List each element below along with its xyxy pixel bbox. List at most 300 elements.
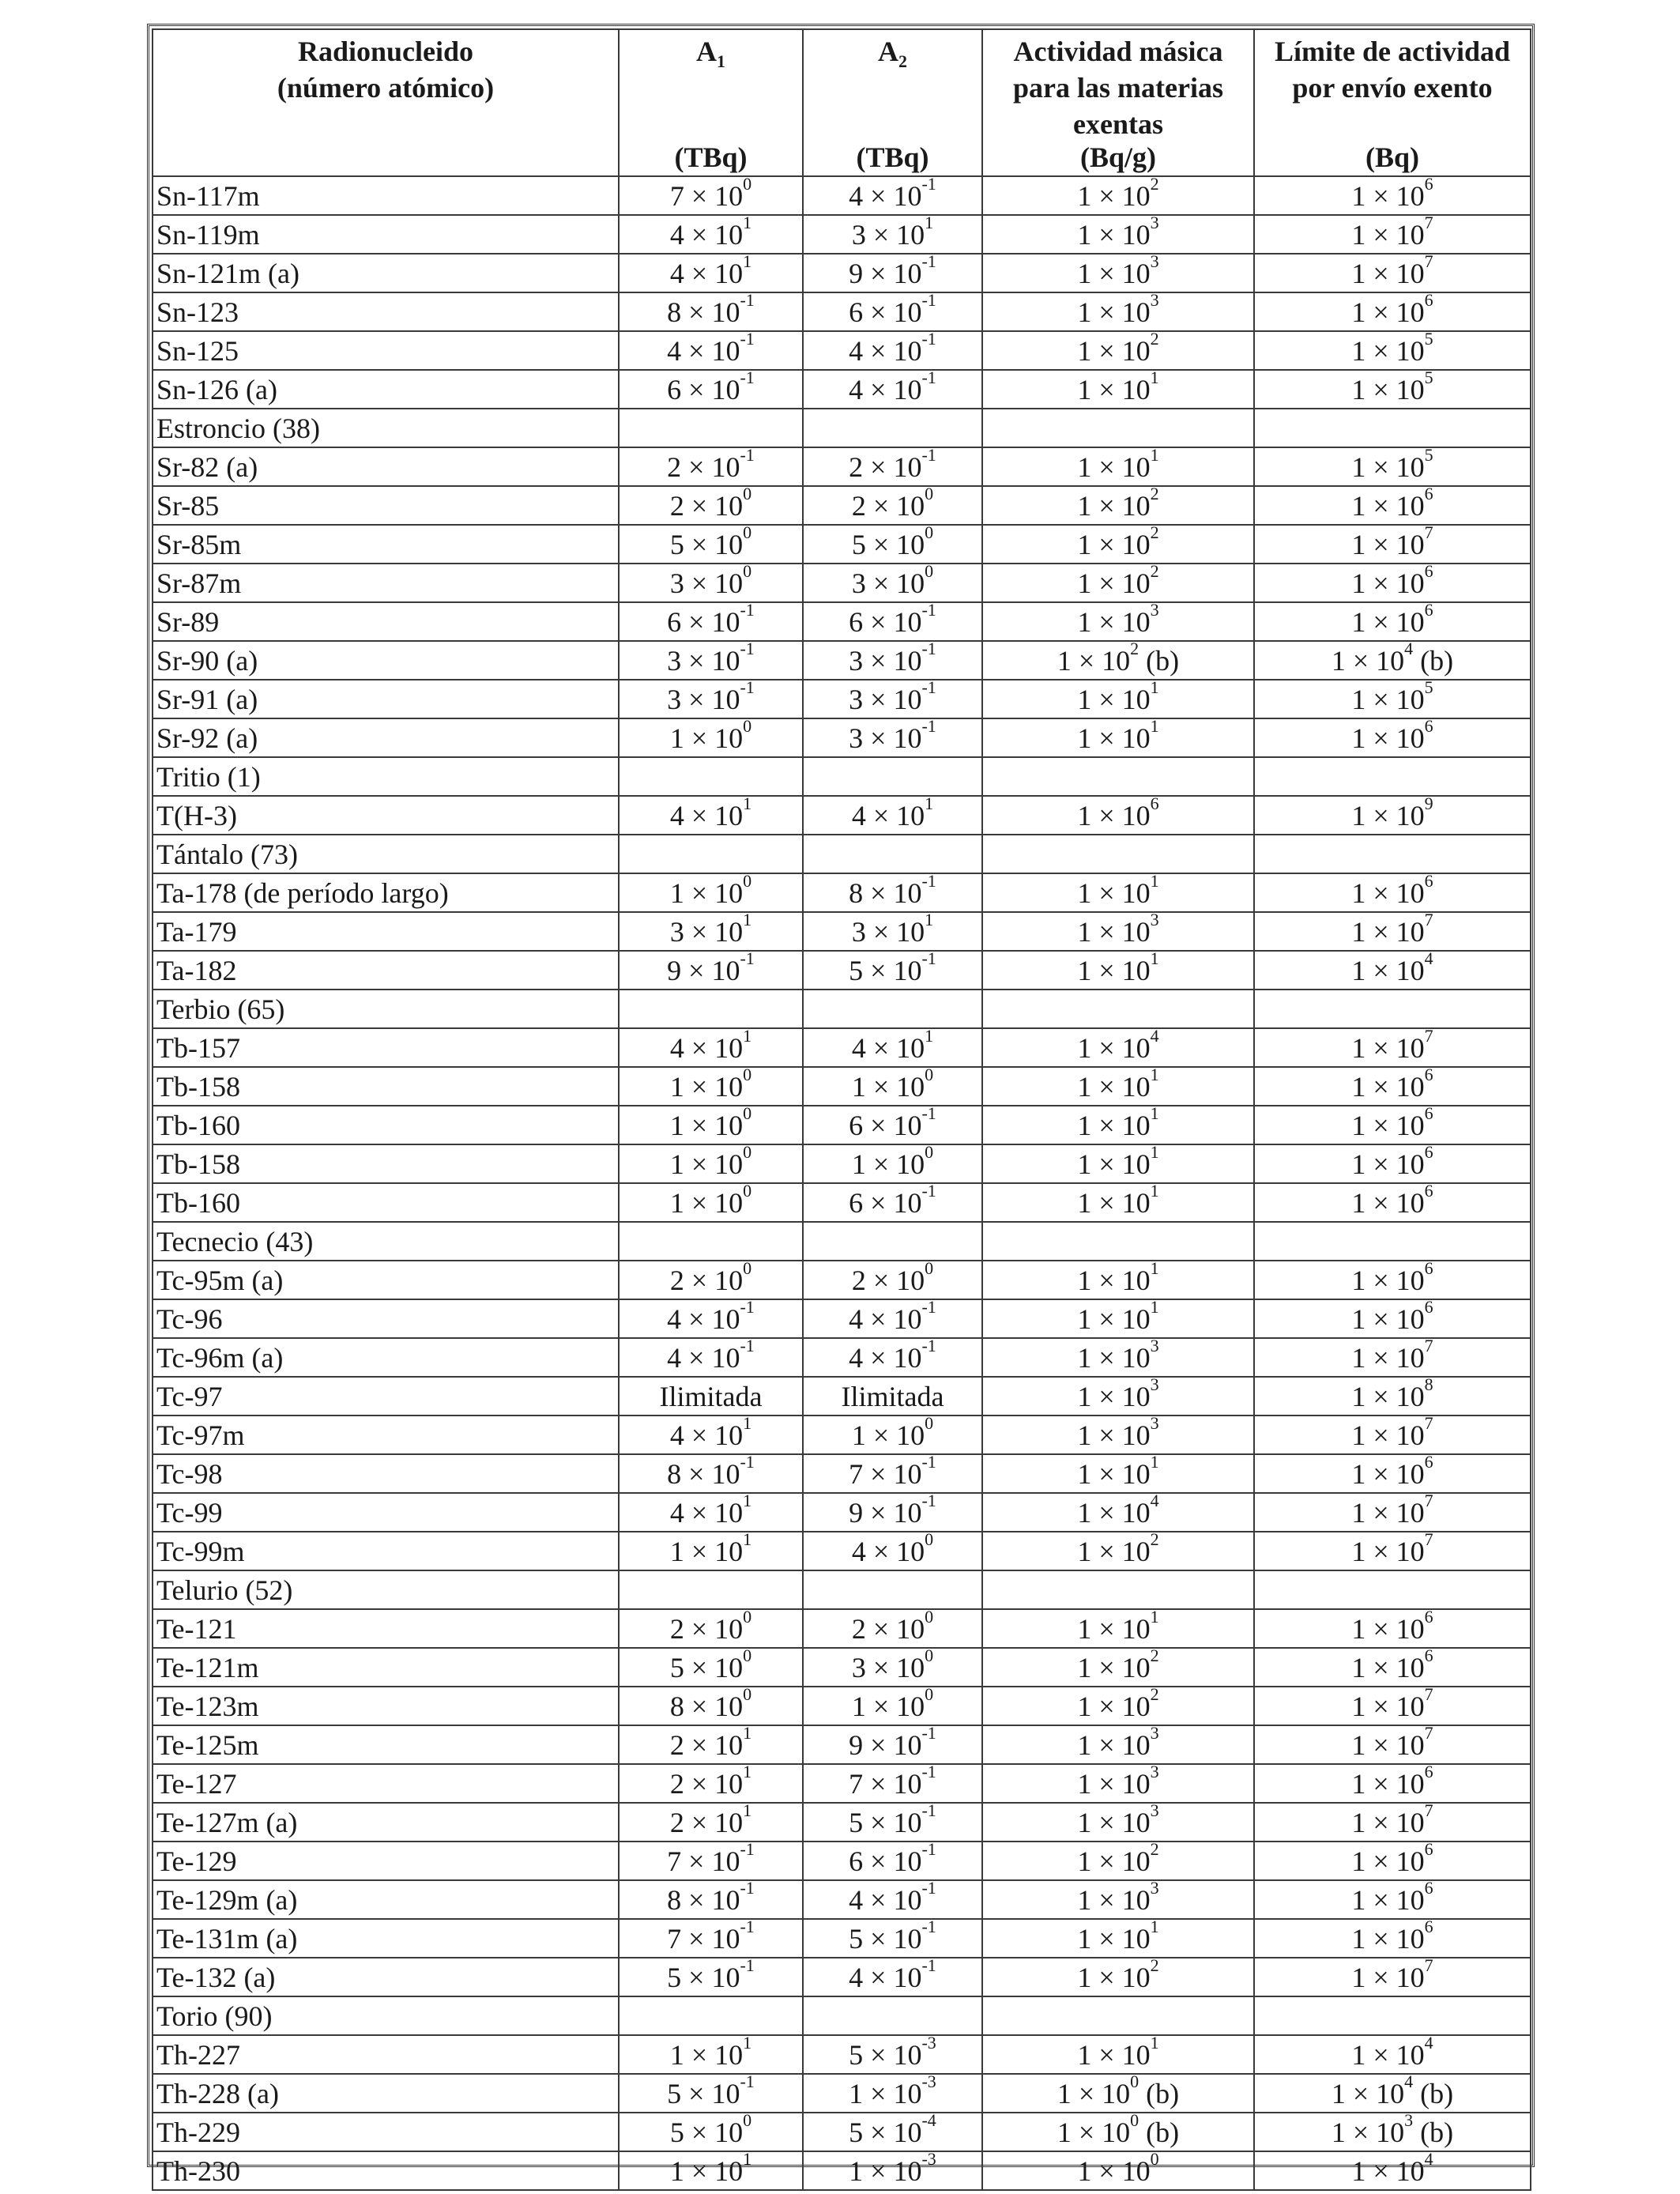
a1-cell bbox=[619, 757, 803, 796]
nuclide-cell: Te-121 bbox=[153, 1609, 619, 1648]
mass-activity-cell: $1 \times 10^0$ bbox=[982, 2151, 1254, 2190]
nuclide-cell: Tc-96 bbox=[153, 1299, 619, 1338]
a1-cell: $6 \times 10^{-1}$ bbox=[619, 370, 803, 409]
a1-cell: $4 \times 10^{-1}$ bbox=[619, 1338, 803, 1377]
header-a1-unit: (TBq) bbox=[674, 141, 748, 173]
a1-cell: $6 \times 10^{-1}$ bbox=[619, 602, 803, 641]
header-activity-limit-unit: (Bq) bbox=[1365, 141, 1419, 173]
nuclide-cell: Te-127 bbox=[153, 1764, 619, 1803]
activity-limit-cell bbox=[1254, 409, 1531, 447]
activity-limit-cell: $1 \times 10^6$ bbox=[1254, 1183, 1531, 1222]
header-a2-label: $A_2$ bbox=[878, 36, 907, 72]
activity-limit-cell: $1 \times 10^6$ bbox=[1254, 1880, 1531, 1919]
mass-activity-cell bbox=[982, 409, 1254, 447]
a2-cell: $4 \times 10^{-1}$ bbox=[803, 370, 982, 409]
a2-cell: $6 \times 10^{-1}$ bbox=[803, 292, 982, 331]
a1-cell: $2 \times 10^1$ bbox=[619, 1803, 803, 1842]
mass-activity-cell: $1 \times 10^2$ bbox=[982, 564, 1254, 602]
activity-limit-cell: $1 \times 10^4$ (b) bbox=[1254, 2074, 1531, 2113]
activity-limit-cell: $1 \times 10^6$ bbox=[1254, 602, 1531, 641]
activity-limit-cell: $1 \times 10^7$ bbox=[1254, 525, 1531, 564]
mass-activity-cell: $1 \times 10^6$ bbox=[982, 796, 1254, 835]
activity-limit-cell: $1 \times 10^5$ bbox=[1254, 370, 1531, 409]
a2-cell bbox=[803, 409, 982, 447]
activity-limit-cell: $1 \times 10^7$ bbox=[1254, 1338, 1531, 1377]
activity-limit-cell: $1 \times 10^6$ bbox=[1254, 486, 1531, 525]
nuclide-cell: Te-127m (a) bbox=[153, 1803, 619, 1842]
mass-activity-cell: $1 \times 10^1$ bbox=[982, 951, 1254, 990]
a2-cell: $4 \times 10^{-1}$ bbox=[803, 176, 982, 215]
a1-cell: $1 \times 10^0$ bbox=[619, 1144, 803, 1183]
a2-cell: $8 \times 10^{-1}$ bbox=[803, 873, 982, 912]
table-row bbox=[153, 2113, 1531, 2151]
mass-activity-cell: $1 \times 10^4$ bbox=[982, 1028, 1254, 1067]
a2-cell: $4 \times 10^0$ bbox=[803, 1532, 982, 1570]
table-row bbox=[153, 1764, 1531, 1803]
nuclide-cell: Sr-90 (a) bbox=[153, 641, 619, 680]
a2-cell: $5 \times 10^{-1}$ bbox=[803, 951, 982, 990]
table-row bbox=[153, 1261, 1531, 1299]
nuclide-cell: Tritio (1) bbox=[153, 757, 619, 796]
nuclide-cell: Tecnecio (43) bbox=[153, 1222, 619, 1261]
a2-cell: $1 \times 10^0$ bbox=[803, 1416, 982, 1454]
table-row bbox=[153, 1222, 1531, 1261]
table-row bbox=[153, 409, 1531, 447]
table-row bbox=[153, 1067, 1531, 1106]
nuclide-cell: Sr-82 (a) bbox=[153, 447, 619, 486]
a2-cell: $9 \times 10^{-1}$ bbox=[803, 1493, 982, 1532]
a1-cell bbox=[619, 409, 803, 447]
nuclide-cell: Sn-121m (a) bbox=[153, 254, 619, 292]
table-row bbox=[153, 2151, 1531, 2190]
activity-limit-cell bbox=[1254, 835, 1531, 873]
a2-cell: $5 \times 10^{-1}$ bbox=[803, 1919, 982, 1958]
a2-cell bbox=[803, 835, 982, 873]
mass-activity-cell: $1 \times 10^3$ bbox=[982, 1803, 1254, 1842]
a1-cell: $4 \times 10^1$ bbox=[619, 1028, 803, 1067]
table-row bbox=[153, 1880, 1531, 1919]
a2-cell: $1 \times 10^{-3}$ bbox=[803, 2151, 982, 2190]
mass-activity-cell: $1 \times 10^3$ bbox=[982, 1880, 1254, 1919]
mass-activity-cell: $1 \times 10^1$ bbox=[982, 1454, 1254, 1493]
activity-limit-cell: $1 \times 10^4$ bbox=[1254, 2035, 1531, 2074]
a2-cell: $9 \times 10^{-1}$ bbox=[803, 1725, 982, 1764]
mass-activity-cell: $1 \times 10^1$ bbox=[982, 873, 1254, 912]
nuclide-cell: Sn-119m bbox=[153, 215, 619, 254]
activity-limit-cell: $1 \times 10^6$ bbox=[1254, 1842, 1531, 1880]
table-row bbox=[153, 370, 1531, 409]
a2-cell: $1 \times 10^0$ bbox=[803, 1144, 982, 1183]
table-row bbox=[153, 680, 1531, 718]
a2-cell: $6 \times 10^{-1}$ bbox=[803, 602, 982, 641]
a1-cell: $3 \times 10^0$ bbox=[619, 564, 803, 602]
a2-cell: $3 \times 10^0$ bbox=[803, 564, 982, 602]
nuclide-cell: Sr-85m bbox=[153, 525, 619, 564]
mass-activity-cell: $1 \times 10^3$ bbox=[982, 292, 1254, 331]
a2-cell: $4 \times 10^1$ bbox=[803, 1028, 982, 1067]
mass-activity-cell bbox=[982, 835, 1254, 873]
activity-limit-cell: $1 \times 10^7$ bbox=[1254, 1687, 1531, 1725]
table-row bbox=[153, 1958, 1531, 1996]
a1-cell: $8 \times 10^0$ bbox=[619, 1687, 803, 1725]
a2-cell: $1 \times 10^0$ bbox=[803, 1067, 982, 1106]
header-mass-activity-unit: (Bq/g) bbox=[1079, 141, 1156, 173]
a1-cell: $7 \times 10^{-1}$ bbox=[619, 1842, 803, 1880]
activity-limit-cell: $1 \times 10^6$ bbox=[1254, 1067, 1531, 1106]
a2-cell: $7 \times 10^{-1}$ bbox=[803, 1454, 982, 1493]
a2-cell: $6 \times 10^{-1}$ bbox=[803, 1106, 982, 1144]
nuclide-cell: Th-227 bbox=[153, 2035, 619, 2074]
activity-limit-cell: $1 \times 10^6$ bbox=[1254, 1299, 1531, 1338]
activity-limit-cell: $1 \times 10^6$ bbox=[1254, 564, 1531, 602]
a1-cell: $5 \times 10^0$ bbox=[619, 525, 803, 564]
a1-cell: $2 \times 10^0$ bbox=[619, 1609, 803, 1648]
a2-cell: $3 \times 10^{-1}$ bbox=[803, 680, 982, 718]
mass-activity-cell: $1 \times 10^1$ bbox=[982, 1609, 1254, 1648]
nuclide-cell: Estroncio (38) bbox=[153, 409, 619, 447]
table-row bbox=[153, 757, 1531, 796]
nuclide-cell: Tb-157 bbox=[153, 1028, 619, 1067]
table-row bbox=[153, 564, 1531, 602]
table-body bbox=[153, 176, 1531, 2190]
nuclide-cell: Tb-160 bbox=[153, 1183, 619, 1222]
mass-activity-cell: $1 \times 10^3$ bbox=[982, 254, 1254, 292]
table-row bbox=[153, 215, 1531, 254]
mass-activity-cell bbox=[982, 757, 1254, 796]
activity-limit-cell: $1 \times 10^5$ bbox=[1254, 680, 1531, 718]
nuclide-cell: Tb-158 bbox=[153, 1144, 619, 1183]
a2-cell: $4 \times 10^{-1}$ bbox=[803, 331, 982, 370]
activity-limit-cell: $1 \times 10^6$ bbox=[1254, 1261, 1531, 1299]
a2-cell: $3 \times 10^{-1}$ bbox=[803, 641, 982, 680]
nuclide-cell: Tc-97 bbox=[153, 1377, 619, 1416]
header-radionuclide bbox=[153, 29, 619, 176]
activity-limit-cell: $1 \times 10^6$ bbox=[1254, 1106, 1531, 1144]
mass-activity-cell: $1 \times 10^3$ bbox=[982, 1416, 1254, 1454]
mass-activity-cell: $1 \times 10^1$ bbox=[982, 447, 1254, 486]
a2-cell bbox=[803, 1996, 982, 2035]
nuclide-cell: Tc-95m (a) bbox=[153, 1261, 619, 1299]
table-row bbox=[153, 1532, 1531, 1570]
activity-limit-cell: $1 \times 10^6$ bbox=[1254, 292, 1531, 331]
table-row bbox=[153, 1144, 1531, 1183]
table-row bbox=[153, 1725, 1531, 1764]
nuclide-cell: Te-132 (a) bbox=[153, 1958, 619, 1996]
nuclide-cell: Sn-117m bbox=[153, 176, 619, 215]
table-row bbox=[153, 254, 1531, 292]
header-row bbox=[153, 29, 1531, 176]
activity-limit-cell: $1 \times 10^7$ bbox=[1254, 1532, 1531, 1570]
activity-limit-cell: $1 \times 10^7$ bbox=[1254, 1725, 1531, 1764]
activity-limit-cell: $1 \times 10^5$ bbox=[1254, 331, 1531, 370]
mass-activity-cell: $1 \times 10^1$ bbox=[982, 1144, 1254, 1183]
a1-cell: $8 \times 10^{-1}$ bbox=[619, 1454, 803, 1493]
activity-limit-cell: $1 \times 10^3$ (b) bbox=[1254, 2113, 1531, 2151]
a1-cell: $5 \times 10^{-1}$ bbox=[619, 2074, 803, 2113]
a1-cell: $4 \times 10^1$ bbox=[619, 254, 803, 292]
nuclide-cell: Th-229 bbox=[153, 2113, 619, 2151]
mass-activity-cell: $1 \times 10^2$ bbox=[982, 1687, 1254, 1725]
a1-cell: $2 \times 10^0$ bbox=[619, 486, 803, 525]
table-row bbox=[153, 2035, 1531, 2074]
table-row bbox=[153, 1570, 1531, 1609]
mass-activity-cell: $1 \times 10^2$ bbox=[982, 486, 1254, 525]
header-a1 bbox=[619, 29, 803, 176]
a2-cell: $2 \times 10^{-1}$ bbox=[803, 447, 982, 486]
table-row bbox=[153, 486, 1531, 525]
mass-activity-cell bbox=[982, 1570, 1254, 1609]
a2-cell: $7 \times 10^{-1}$ bbox=[803, 1764, 982, 1803]
a1-cell bbox=[619, 990, 803, 1028]
a2-cell: $5 \times 10^{-1}$ bbox=[803, 1803, 982, 1842]
header-mass-activity bbox=[982, 29, 1254, 176]
mass-activity-cell bbox=[982, 990, 1254, 1028]
mass-activity-cell: $1 \times 10^1$ bbox=[982, 1183, 1254, 1222]
a1-cell: $1 \times 10^1$ bbox=[619, 2035, 803, 2074]
mass-activity-cell: $1 \times 10^1$ bbox=[982, 1067, 1254, 1106]
header-a2-unit: (TBq) bbox=[856, 141, 929, 173]
a2-cell bbox=[803, 1570, 982, 1609]
a1-cell: $4 \times 10^{-1}$ bbox=[619, 331, 803, 370]
nuclide-cell: Sr-92 (a) bbox=[153, 718, 619, 757]
table-row bbox=[153, 1377, 1531, 1416]
a2-cell: $6 \times 10^{-1}$ bbox=[803, 1183, 982, 1222]
a1-cell bbox=[619, 1222, 803, 1261]
table-row bbox=[153, 331, 1531, 370]
activity-limit-cell: $1 \times 10^4$ bbox=[1254, 951, 1531, 990]
a2-cell: $4 \times 10^{-1}$ bbox=[803, 1299, 982, 1338]
nuclide-cell: Torio (90) bbox=[153, 1996, 619, 2035]
activity-limit-cell bbox=[1254, 990, 1531, 1028]
a1-cell: $1 \times 10^0$ bbox=[619, 1106, 803, 1144]
mass-activity-cell: $1 \times 10^2$ bbox=[982, 525, 1254, 564]
table-row bbox=[153, 1842, 1531, 1880]
mass-activity-cell: $1 \times 10^1$ bbox=[982, 1299, 1254, 1338]
a1-cell: $9 \times 10^{-1}$ bbox=[619, 951, 803, 990]
mass-activity-cell: $1 \times 10^1$ bbox=[982, 1261, 1254, 1299]
nuclide-cell: Tb-160 bbox=[153, 1106, 619, 1144]
table-row bbox=[153, 1183, 1531, 1222]
activity-limit-cell bbox=[1254, 1222, 1531, 1261]
table-row bbox=[153, 1803, 1531, 1842]
mass-activity-cell: $1 \times 10^1$ bbox=[982, 1919, 1254, 1958]
header-activity-limit-label: Límite de actividad por envío exento bbox=[1275, 36, 1510, 104]
table-row bbox=[153, 796, 1531, 835]
activity-limit-cell: $1 \times 10^6$ bbox=[1254, 873, 1531, 912]
mass-activity-cell: $1 \times 10^0$ (b) bbox=[982, 2113, 1254, 2151]
a2-cell: $2 \times 10^0$ bbox=[803, 486, 982, 525]
a2-cell bbox=[803, 757, 982, 796]
activity-limit-cell: $1 \times 10^7$ bbox=[1254, 215, 1531, 254]
activity-limit-cell: $1 \times 10^7$ bbox=[1254, 1803, 1531, 1842]
nuclide-cell: Th-228 (a) bbox=[153, 2074, 619, 2113]
activity-limit-cell: $1 \times 10^6$ bbox=[1254, 1609, 1531, 1648]
nuclide-cell: Tántalo (73) bbox=[153, 835, 619, 873]
mass-activity-cell: $1 \times 10^3$ bbox=[982, 602, 1254, 641]
table-row bbox=[153, 1454, 1531, 1493]
table-row bbox=[153, 990, 1531, 1028]
mass-activity-cell: $1 \times 10^2$ bbox=[982, 1842, 1254, 1880]
a1-cell: $8 \times 10^{-1}$ bbox=[619, 292, 803, 331]
table-row bbox=[153, 641, 1531, 680]
mass-activity-cell: $1 \times 10^2$ (b) bbox=[982, 641, 1254, 680]
a1-cell: $1 \times 10^1$ bbox=[619, 2151, 803, 2190]
a2-cell: $5 \times 10^{-4}$ bbox=[803, 2113, 982, 2151]
header-a1-label: $A_1$ bbox=[696, 36, 725, 72]
activity-limit-cell: $1 \times 10^6$ bbox=[1254, 176, 1531, 215]
a2-cell: $4 \times 10^{-1}$ bbox=[803, 1958, 982, 1996]
activity-limit-cell: $1 \times 10^7$ bbox=[1254, 1493, 1531, 1532]
a1-cell: $1 \times 10^0$ bbox=[619, 873, 803, 912]
nuclide-cell: Terbio (65) bbox=[153, 990, 619, 1028]
a1-cell: $4 \times 10^1$ bbox=[619, 1493, 803, 1532]
table-row bbox=[153, 602, 1531, 641]
table-row bbox=[153, 1996, 1531, 2035]
mass-activity-cell: $1 \times 10^2$ bbox=[982, 1958, 1254, 1996]
table-row bbox=[153, 1028, 1531, 1067]
table-row bbox=[153, 912, 1531, 951]
mass-activity-cell: $1 \times 10^3$ bbox=[982, 1377, 1254, 1416]
a2-cell: $5 \times 10^0$ bbox=[803, 525, 982, 564]
table-row bbox=[153, 951, 1531, 990]
nuclide-cell: Te-125m bbox=[153, 1725, 619, 1764]
activity-limit-cell: $1 \times 10^7$ bbox=[1254, 912, 1531, 951]
activity-limit-cell bbox=[1254, 1570, 1531, 1609]
a1-cell bbox=[619, 1570, 803, 1609]
a1-cell bbox=[619, 835, 803, 873]
mass-activity-cell: $1 \times 10^1$ bbox=[982, 680, 1254, 718]
table-row bbox=[153, 447, 1531, 486]
table-row bbox=[153, 1299, 1531, 1338]
mass-activity-cell bbox=[982, 1996, 1254, 2035]
a1-cell: $2 \times 10^{-1}$ bbox=[619, 447, 803, 486]
a2-cell: $2 \times 10^0$ bbox=[803, 1609, 982, 1648]
activity-limit-cell: $1 \times 10^7$ bbox=[1254, 1416, 1531, 1454]
a1-cell: $4 \times 10^{-1}$ bbox=[619, 1299, 803, 1338]
table-row bbox=[153, 1106, 1531, 1144]
a1-cell: Ilimitada bbox=[619, 1377, 803, 1416]
a2-cell: $5 \times 10^{-3}$ bbox=[803, 2035, 982, 2074]
a2-cell: $4 \times 10^1$ bbox=[803, 796, 982, 835]
nuclide-cell: Sn-126 (a) bbox=[153, 370, 619, 409]
nuclide-cell: Te-129 bbox=[153, 1842, 619, 1880]
activity-limit-cell: $1 \times 10^4$ bbox=[1254, 2151, 1531, 2190]
a1-cell: $3 \times 10^{-1}$ bbox=[619, 680, 803, 718]
a1-cell: $1 \times 10^0$ bbox=[619, 1183, 803, 1222]
mass-activity-cell: $1 \times 10^3$ bbox=[982, 912, 1254, 951]
table-row bbox=[153, 1687, 1531, 1725]
mass-activity-cell: $1 \times 10^1$ bbox=[982, 370, 1254, 409]
mass-activity-cell: $1 \times 10^0$ (b) bbox=[982, 2074, 1254, 2113]
nuclide-cell: Tc-99 bbox=[153, 1493, 619, 1532]
nuclide-cell: Tc-99m bbox=[153, 1532, 619, 1570]
header-a2 bbox=[803, 29, 982, 176]
activity-limit-cell: $1 \times 10^7$ bbox=[1254, 254, 1531, 292]
mass-activity-cell: $1 \times 10^3$ bbox=[982, 1725, 1254, 1764]
activity-limit-cell: $1 \times 10^6$ bbox=[1254, 1454, 1531, 1493]
mass-activity-cell: $1 \times 10^1$ bbox=[982, 2035, 1254, 2074]
nuclide-cell: Sr-89 bbox=[153, 602, 619, 641]
a1-cell: $5 \times 10^{-1}$ bbox=[619, 1958, 803, 1996]
a1-cell: $4 \times 10^1$ bbox=[619, 796, 803, 835]
table-row bbox=[153, 292, 1531, 331]
activity-limit-cell: $1 \times 10^6$ bbox=[1254, 1144, 1531, 1183]
a1-cell: $1 \times 10^1$ bbox=[619, 1532, 803, 1570]
table-row bbox=[153, 1416, 1531, 1454]
a1-cell: $2 \times 10^1$ bbox=[619, 1764, 803, 1803]
nuclide-cell: Tb-158 bbox=[153, 1067, 619, 1106]
mass-activity-cell: $1 \times 10^1$ bbox=[982, 718, 1254, 757]
activity-limit-cell: $1 \times 10^5$ bbox=[1254, 447, 1531, 486]
mass-activity-cell: $1 \times 10^1$ bbox=[982, 1106, 1254, 1144]
a1-cell: $1 \times 10^0$ bbox=[619, 1067, 803, 1106]
table-row bbox=[153, 1919, 1531, 1958]
nuclide-cell: Th-230 bbox=[153, 2151, 619, 2190]
nuclide-cell: Ta-179 bbox=[153, 912, 619, 951]
a2-cell: $3 \times 10^0$ bbox=[803, 1648, 982, 1687]
activity-limit-cell: $1 \times 10^6$ bbox=[1254, 718, 1531, 757]
table-row bbox=[153, 1609, 1531, 1648]
activity-limit-cell: $1 \times 10^7$ bbox=[1254, 1028, 1531, 1067]
table-row bbox=[153, 1648, 1531, 1687]
mass-activity-cell: $1 \times 10^2$ bbox=[982, 1532, 1254, 1570]
nuclide-cell: Sn-125 bbox=[153, 331, 619, 370]
nuclide-cell: Te-131m (a) bbox=[153, 1919, 619, 1958]
nuclide-cell: T(H-3) bbox=[153, 796, 619, 835]
activity-limit-cell: $1 \times 10^8$ bbox=[1254, 1377, 1531, 1416]
nuclide-cell: Tc-96m (a) bbox=[153, 1338, 619, 1377]
radionuclide-table bbox=[152, 28, 1531, 2191]
activity-limit-cell: $1 \times 10^6$ bbox=[1254, 1919, 1531, 1958]
nuclide-cell: Sr-85 bbox=[153, 486, 619, 525]
a1-cell: $2 \times 10^1$ bbox=[619, 1725, 803, 1764]
activity-limit-cell: $1 \times 10^9$ bbox=[1254, 796, 1531, 835]
mass-activity-cell: $1 \times 10^3$ bbox=[982, 215, 1254, 254]
a1-cell: $7 \times 10^{-1}$ bbox=[619, 1919, 803, 1958]
a1-cell: $1 \times 10^0$ bbox=[619, 718, 803, 757]
nuclide-cell: Sn-123 bbox=[153, 292, 619, 331]
a1-cell: $3 \times 10^{-1}$ bbox=[619, 641, 803, 680]
mass-activity-cell: $1 \times 10^3$ bbox=[982, 1764, 1254, 1803]
mass-activity-cell: $1 \times 10^3$ bbox=[982, 1338, 1254, 1377]
nuclide-cell: Sr-87m bbox=[153, 564, 619, 602]
a1-cell: $5 \times 10^0$ bbox=[619, 2113, 803, 2151]
table-row bbox=[153, 835, 1531, 873]
a1-cell: $2 \times 10^0$ bbox=[619, 1261, 803, 1299]
header-activity-limit bbox=[1254, 29, 1531, 176]
activity-limit-cell: $1 \times 10^6$ bbox=[1254, 1648, 1531, 1687]
nuclide-cell: Telurio (52) bbox=[153, 1570, 619, 1609]
header-radionuclide-label: Radionucleido (número atómico) bbox=[277, 36, 495, 104]
mass-activity-cell bbox=[982, 1222, 1254, 1261]
a2-cell: $2 \times 10^0$ bbox=[803, 1261, 982, 1299]
mass-activity-cell: $1 \times 10^2$ bbox=[982, 1648, 1254, 1687]
table-row bbox=[153, 718, 1531, 757]
activity-limit-cell: $1 \times 10^7$ bbox=[1254, 1958, 1531, 1996]
a1-cell: $5 \times 10^0$ bbox=[619, 1648, 803, 1687]
a2-cell bbox=[803, 1222, 982, 1261]
a1-cell: $3 \times 10^1$ bbox=[619, 912, 803, 951]
a2-cell: $6 \times 10^{-1}$ bbox=[803, 1842, 982, 1880]
mass-activity-cell: $1 \times 10^4$ bbox=[982, 1493, 1254, 1532]
activity-limit-cell bbox=[1254, 1996, 1531, 2035]
table-row bbox=[153, 1338, 1531, 1377]
header-mass-activity-label: Actividad másica para las materias exentas bbox=[1013, 36, 1223, 140]
a1-cell bbox=[619, 1996, 803, 2035]
a2-cell bbox=[803, 990, 982, 1028]
a2-cell: $3 \times 10^1$ bbox=[803, 215, 982, 254]
nuclide-cell: Ta-178 (de período largo) bbox=[153, 873, 619, 912]
